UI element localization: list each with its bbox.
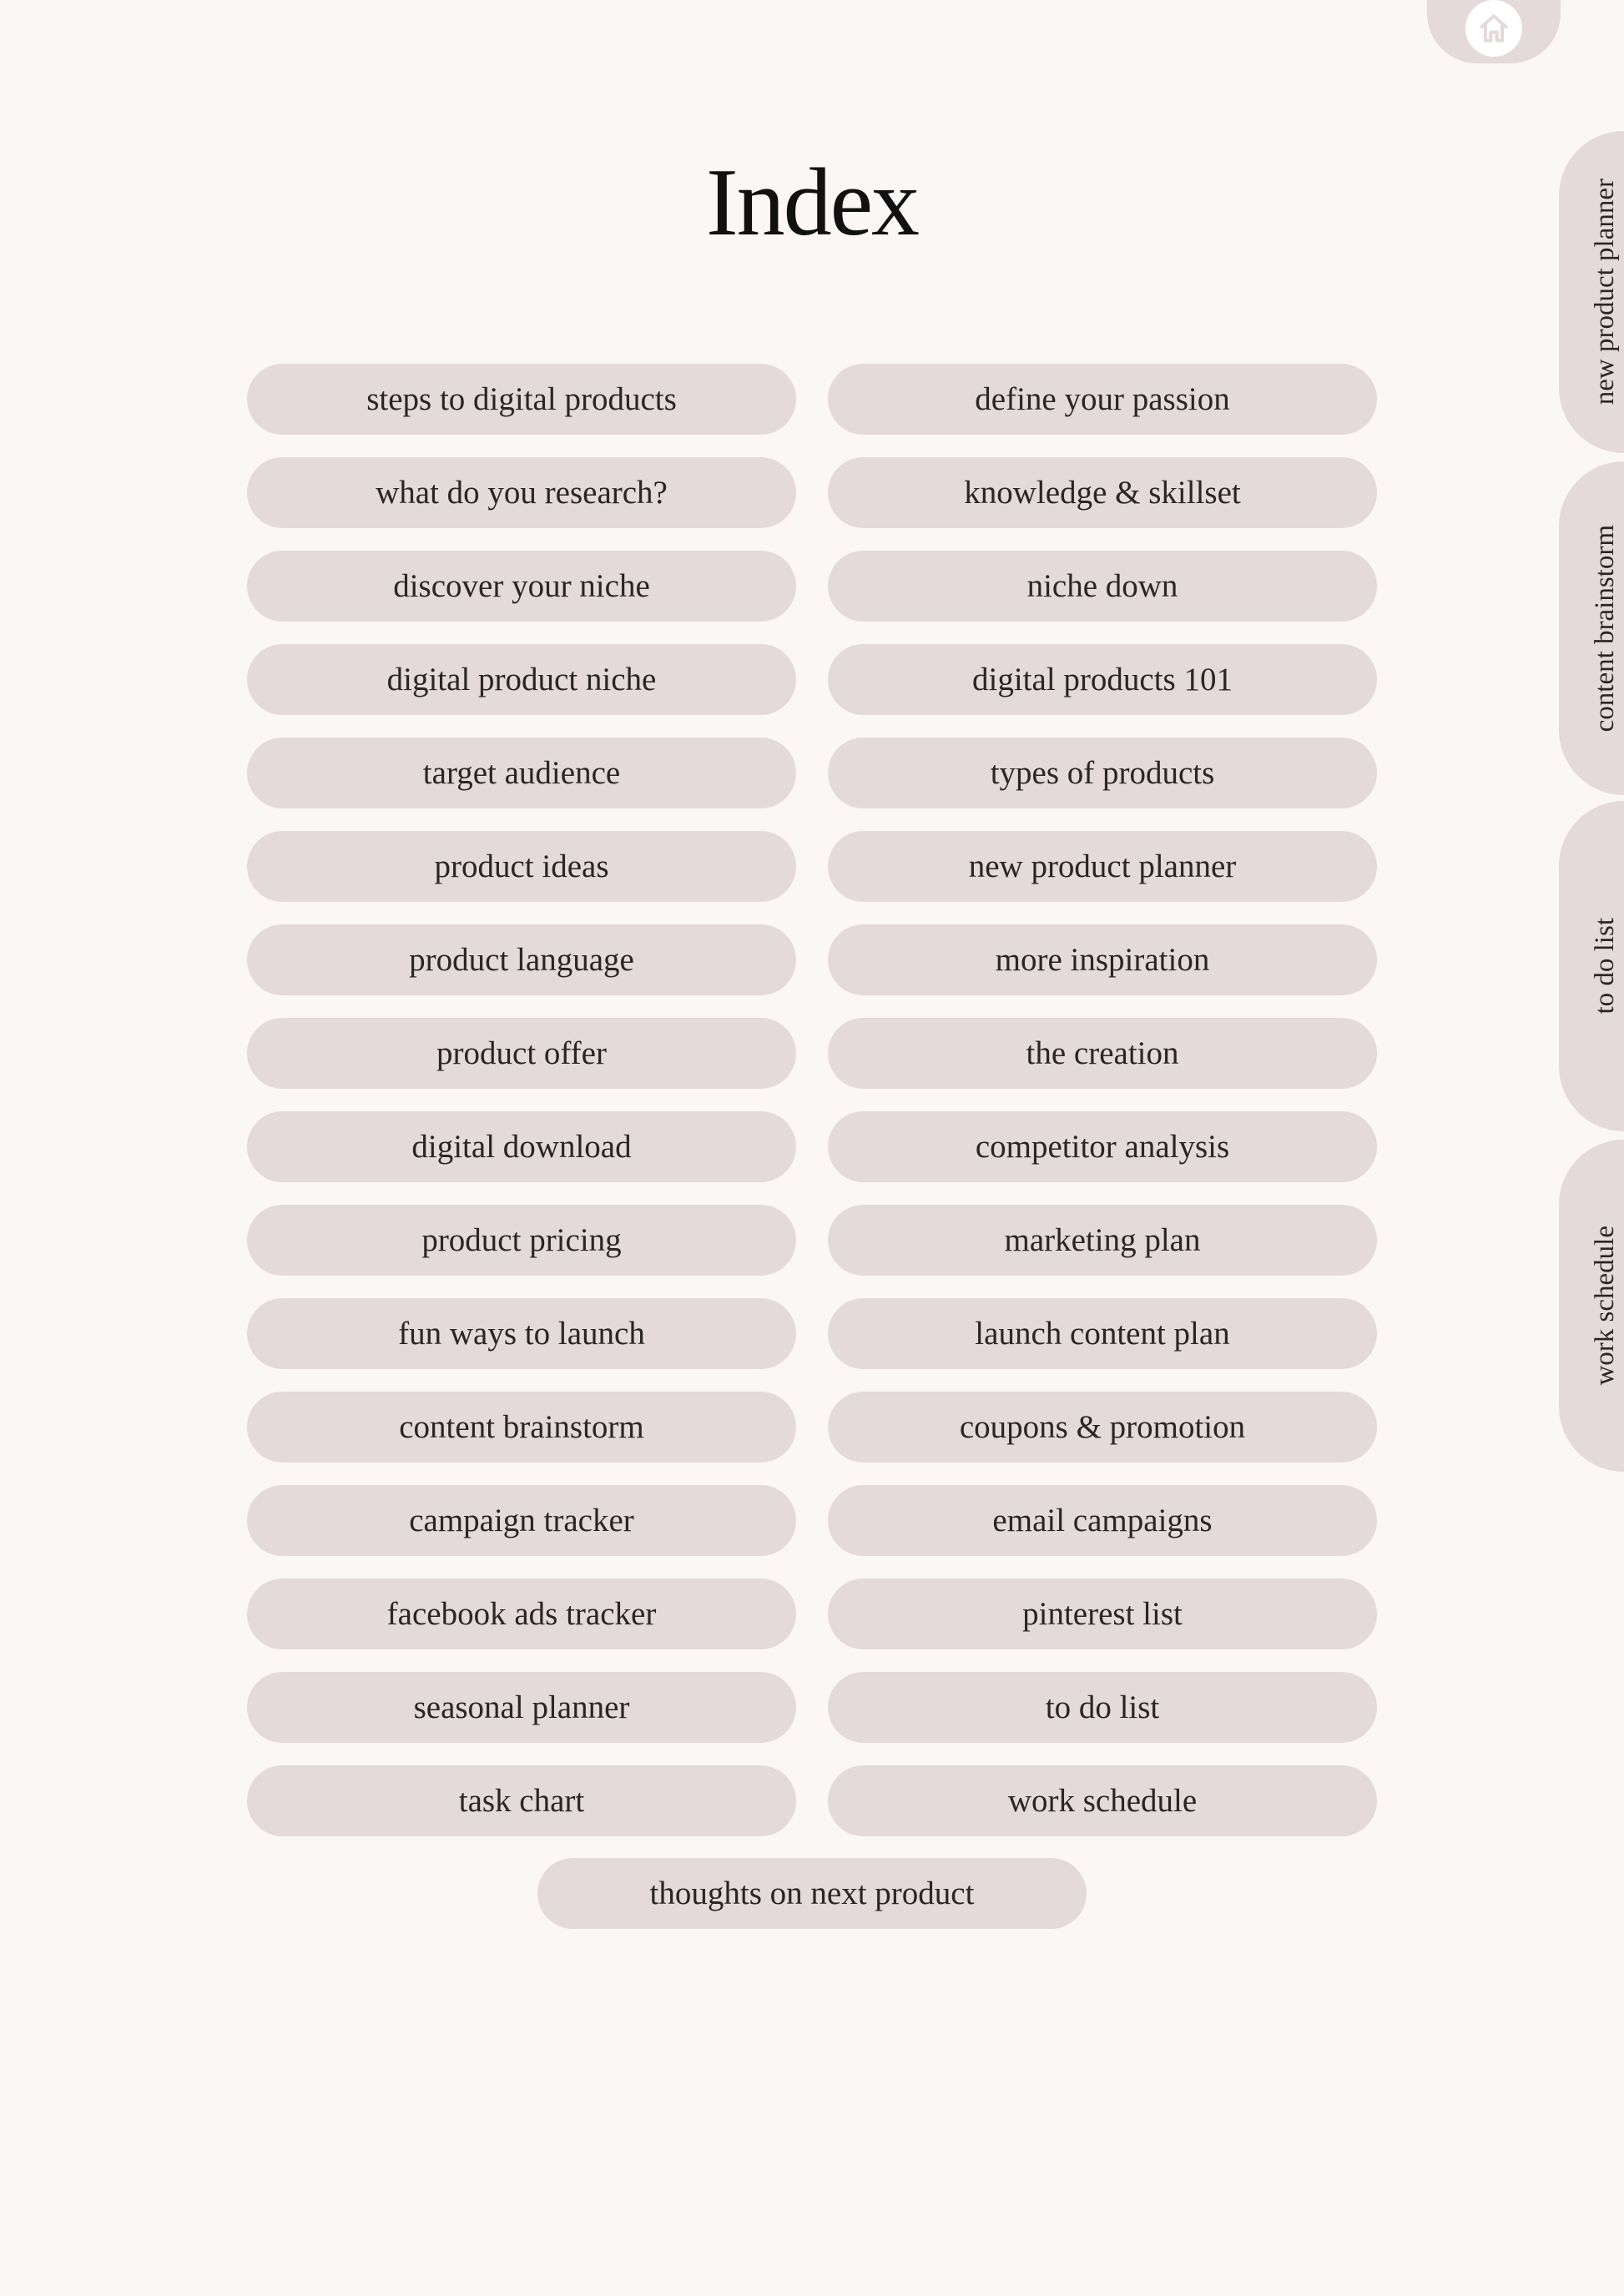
index-link[interactable]: to do list xyxy=(828,1672,1377,1743)
index-link[interactable]: niche down xyxy=(828,551,1377,622)
page-title: Index xyxy=(705,149,919,256)
index-link[interactable]: types of products xyxy=(828,738,1377,808)
index-link[interactable]: coupons & promotion xyxy=(828,1392,1377,1463)
side-tab-content-brainstorm[interactable] xyxy=(1559,461,1624,795)
house-glyph xyxy=(1475,10,1512,47)
index-link[interactable]: knowledge & skillset xyxy=(828,457,1377,528)
index-link[interactable]: new product planner xyxy=(828,831,1377,902)
index-link[interactable]: email campaigns xyxy=(828,1485,1377,1556)
side-tab-label: content brainstorm xyxy=(1589,524,1620,733)
index-link[interactable]: launch content plan xyxy=(828,1298,1377,1369)
index-link[interactable]: digital products 101 xyxy=(828,644,1377,715)
index-link[interactable]: digital download xyxy=(247,1111,796,1182)
index-link[interactable]: task chart xyxy=(247,1765,796,1836)
index-link[interactable]: work schedule xyxy=(828,1765,1377,1836)
index-link-thoughts[interactable]: thoughts on next product xyxy=(537,1858,1087,1929)
side-tab-label: work schedule xyxy=(1589,1226,1620,1386)
index-grid xyxy=(247,364,1377,1836)
index-link[interactable]: facebook ads tracker xyxy=(247,1578,796,1649)
index-link[interactable]: more inspiration xyxy=(828,924,1377,995)
index-link[interactable]: product offer xyxy=(247,1018,796,1089)
index-link[interactable]: seasonal planner xyxy=(247,1672,796,1743)
home-tab[interactable] xyxy=(1427,0,1561,63)
index-link[interactable]: the creation xyxy=(828,1018,1377,1089)
index-link[interactable]: pinterest list xyxy=(828,1578,1377,1649)
side-tab-label: new product planner xyxy=(1589,179,1620,405)
side-tab-label: to do list xyxy=(1589,918,1620,1015)
index-link[interactable]: campaign tracker xyxy=(247,1485,796,1556)
index-link[interactable]: define your passion xyxy=(828,364,1377,435)
index-link[interactable]: what do you research? xyxy=(247,457,796,528)
index-link[interactable]: marketing plan xyxy=(828,1205,1377,1276)
index-link[interactable]: target audience xyxy=(247,738,796,808)
side-tab-work-schedule[interactable] xyxy=(1559,1140,1624,1472)
index-link[interactable]: competitor analysis xyxy=(828,1111,1377,1182)
index-link[interactable]: product language xyxy=(247,924,796,995)
index-link[interactable]: product ideas xyxy=(247,831,796,902)
home-icon[interactable] xyxy=(1465,0,1522,57)
index-link[interactable]: content brainstorm xyxy=(247,1392,796,1463)
index-link[interactable]: steps to digital products xyxy=(247,364,796,435)
index-link[interactable]: discover your niche xyxy=(247,551,796,622)
side-tab-new-product-planner[interactable] xyxy=(1559,131,1624,453)
index-link[interactable]: fun ways to launch xyxy=(247,1298,796,1369)
index-link[interactable]: product pricing xyxy=(247,1205,796,1276)
index-link[interactable]: digital product niche xyxy=(247,644,796,715)
side-tab-to-do-list[interactable] xyxy=(1559,801,1624,1131)
